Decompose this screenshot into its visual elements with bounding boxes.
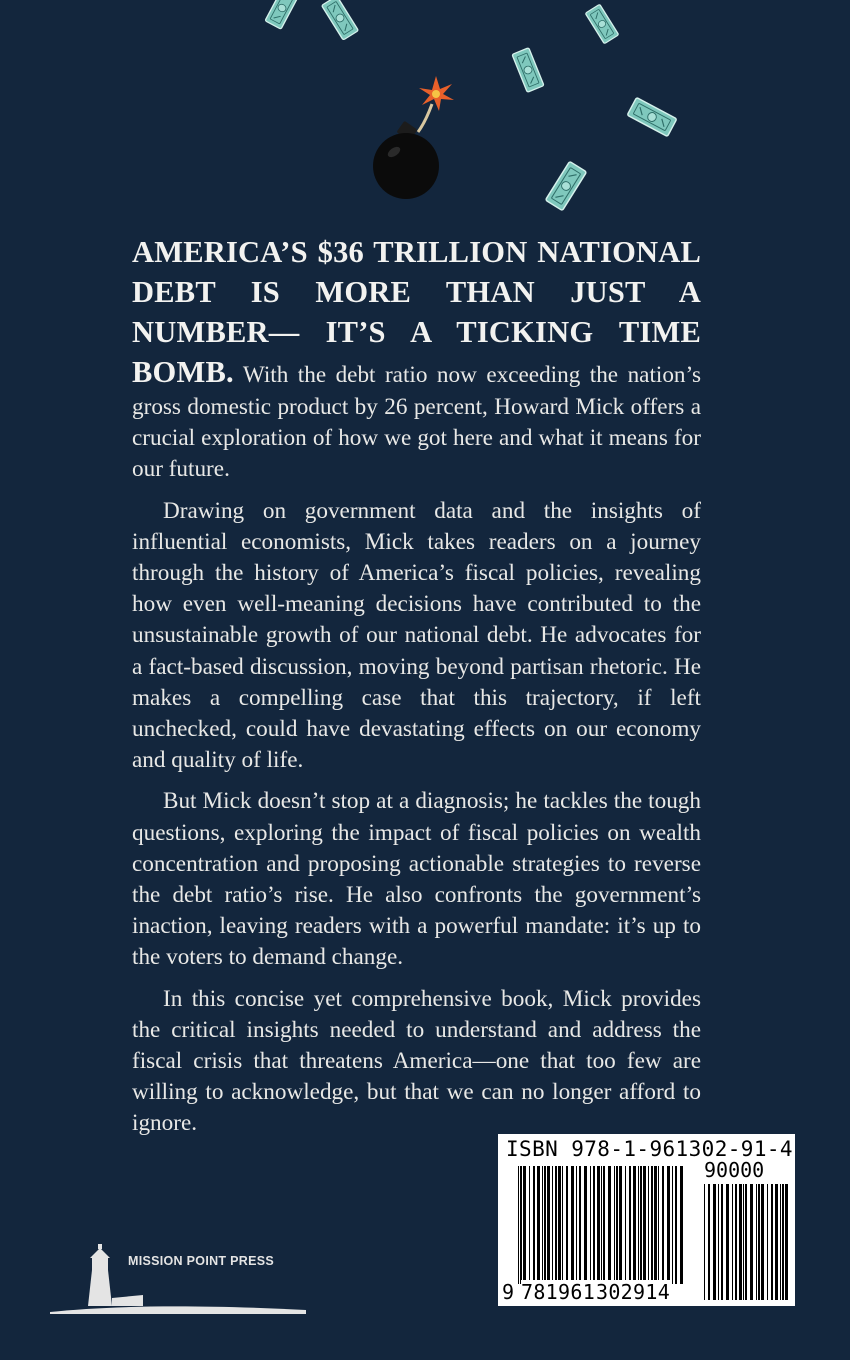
barcode-bar	[775, 1184, 778, 1300]
barcode-bar	[544, 1166, 546, 1284]
barcode-bar	[767, 1184, 768, 1300]
ean-first-digit: 9	[502, 1280, 515, 1304]
barcode-bar	[576, 1166, 577, 1284]
barcode-bar	[619, 1166, 622, 1284]
lead-paragraph	[132, 232, 701, 486]
barcode-bar	[597, 1166, 600, 1284]
barcode-bar	[555, 1166, 557, 1284]
barcode-bar	[708, 1184, 710, 1300]
barcode-bar	[533, 1166, 535, 1284]
barcode-bar	[520, 1166, 522, 1284]
barcode-bar	[651, 1166, 653, 1284]
barcode-bar	[667, 1166, 670, 1284]
blurb-paragraph-2: Drawing on government data and the insights of influential economists, Mick takes readers on a journey through the history of America’s fiscal policies, revealing how even well-meaning decisions have contributed to the unsustainable growth of our national debt. He advocates for a fact-based discussion, moving beyond partisan rhetoric. He makes a compelling case that this trajectory, if left unchecked, could have devastating effects on our economy and quality of life.	[132, 497, 701, 774]
bomb-icon	[373, 76, 454, 199]
dollar-bill-icon	[265, 0, 299, 29]
barcode-bar	[750, 1184, 753, 1300]
barcode-bar	[713, 1184, 716, 1300]
publisher-logo	[48, 1240, 318, 1320]
barcode-bar	[782, 1184, 784, 1300]
blurb-headline: AMERICA’S $36 TRILLION NATIONAL DEBT IS MORE THAN JUST A NUMBER— IT’S A TICKING TIME BOMB.	[132, 235, 701, 389]
barcode-bar	[761, 1184, 764, 1300]
barcode-bar	[745, 1184, 747, 1300]
blurb-paragraph-3: But Mick doesn’t stop at a diagnosis; he tackles the tough questions, exploring the impact of fiscal policies on wealth concentration and proposing actionable strategies to reverse the debt ratio’s rise. He also confronts the government’s inaction, leaving readers with a powerful mandate: it’s up to the voters to demand change.	[132, 788, 701, 971]
barcode-bar	[542, 1166, 543, 1284]
lead-paragraph-text: With the debt ratio now exceeding the nation’s gross domestic product by 26 percent, Howard Mick offers a crucial exploration of how we got here and what it means for our future.	[132, 362, 701, 483]
lighthouse-logo-icon	[48, 1240, 318, 1320]
barcode-bar	[758, 1184, 760, 1300]
barcode-bar	[584, 1166, 587, 1284]
barcode-bar	[648, 1166, 649, 1284]
barcode-bar	[735, 1184, 737, 1300]
barcode-bar	[704, 1184, 705, 1300]
barcode-bar	[662, 1166, 664, 1284]
dollar-bill-icon	[627, 97, 677, 136]
barcode-bar	[601, 1166, 602, 1284]
publisher-name: MISSION POINT PRESS	[128, 1254, 275, 1268]
isbn-barcode	[498, 1134, 795, 1306]
barcode-bar	[785, 1184, 788, 1300]
blurb-paragraph-4: In this concise yet comprehensive book, Mick provides the critical insights needed to understand and address the fiscal crisis that threatens America—one that too few are willing to acknowledge, but that we can no longer afford to ignore.	[132, 985, 701, 1137]
barcode-bar	[562, 1166, 563, 1284]
dollar-bill-icon	[545, 161, 586, 210]
barcode-bar	[629, 1166, 631, 1284]
barcode-bar	[658, 1166, 659, 1284]
barcode-bar	[523, 1166, 526, 1284]
barcode-bar	[654, 1166, 657, 1284]
barcode-bar	[558, 1166, 561, 1284]
barcode-bar	[672, 1166, 673, 1284]
barcode-bar	[614, 1166, 615, 1284]
barcode-bar	[571, 1166, 574, 1284]
barcode-bar	[633, 1166, 636, 1284]
barcode-bar	[552, 1166, 553, 1284]
barcode-bar	[680, 1166, 683, 1284]
cover-illustration	[0, 0, 850, 240]
dollar-bill-icon	[322, 0, 359, 40]
barcode-bar	[638, 1166, 639, 1284]
barcode-bar	[718, 1184, 719, 1300]
barcode-bar	[675, 1166, 677, 1284]
barcode-bar	[640, 1166, 642, 1284]
barcode-bar	[743, 1184, 744, 1300]
barcode-bar	[625, 1166, 626, 1284]
isbn-label: ISBN 978-1-961302-91-4	[506, 1137, 793, 1161]
ean-left-digits: 781961	[521, 1280, 596, 1304]
barcode-bar	[780, 1184, 781, 1300]
barcode-bar	[771, 1184, 773, 1300]
barcode-bar	[547, 1166, 550, 1284]
cover-blurb	[132, 232, 701, 1140]
barcode-bar	[579, 1166, 581, 1284]
barcode-bar	[537, 1166, 540, 1284]
barcode-bar	[616, 1166, 618, 1284]
barcode-bar	[739, 1184, 742, 1300]
barcode-bar	[518, 1166, 519, 1284]
barcode-bar	[593, 1166, 595, 1284]
price-addon-number: 90000	[704, 1158, 765, 1182]
ean-right-digits: 302914	[596, 1280, 671, 1304]
barcode-bar	[603, 1166, 605, 1284]
barcode-bar	[566, 1166, 568, 1284]
barcode-bar	[721, 1184, 723, 1300]
barcode-bar	[529, 1166, 530, 1284]
barcode-bar	[608, 1166, 611, 1284]
barcode-bar	[732, 1184, 733, 1300]
barcode-bar	[643, 1166, 646, 1284]
barcode-bar	[756, 1184, 757, 1300]
dollar-bill-icon	[585, 4, 618, 44]
dollar-bill-icon	[512, 48, 544, 93]
barcode-bar	[726, 1184, 729, 1300]
barcode-bar	[590, 1166, 591, 1284]
